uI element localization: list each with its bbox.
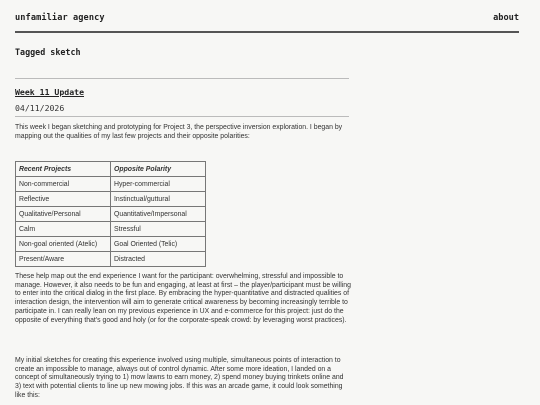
- column-header: Opposite Polarity: [111, 162, 206, 177]
- about-link[interactable]: about: [493, 13, 519, 23]
- table-cell: Qualitative/Personal: [16, 207, 111, 222]
- table-cell: Present/Aware: [16, 252, 111, 267]
- table-row: [16, 252, 206, 267]
- header-divider: [15, 31, 519, 33]
- divider: [15, 116, 349, 117]
- post-title-link[interactable]: Week 11 Update: [15, 87, 85, 97]
- post-paragraph: My initial sketches for creating this experience involved using multiple, simultaneous points of interaction to create an impossible to manage, always out of control dynamic. After some more ideation, I landed on a concept of simultaneously trying to 1) mow lawns to earn money, 2) spend money buying trinkets online and 3) text with potential clients to line up new mowing jobs. If this was an arcade game, it could look something like this:: [15, 357, 344, 399]
- table-cell: Goal Oriented (Telic): [111, 237, 206, 252]
- post-date: 04/11/2026: [15, 103, 65, 113]
- table-row: [16, 207, 206, 222]
- table-cell: Instinctual/guttural: [111, 192, 206, 207]
- table-row: [16, 192, 206, 207]
- post-intro: This week I began sketching and prototyping for Project 3, the perspective inversion exploration. I began by mapping out the qualities of my last few projects and their opposite polarities:: [15, 124, 343, 140]
- table-row: [16, 177, 206, 192]
- polarity-table: [15, 161, 206, 267]
- table-cell: Reflective: [16, 192, 111, 207]
- table-cell: Non-commercial: [16, 177, 111, 192]
- table-cell: Stressful: [111, 222, 206, 237]
- table-header-row: [16, 162, 206, 177]
- divider: [15, 78, 349, 79]
- table-row: [16, 222, 206, 237]
- column-header: Recent Projects: [16, 162, 111, 177]
- post-paragraph: These help map out the end experience I want for the participant: overwhelming, stressful and impossible to manage. However, it also needs to be fun and engaging, at least at first – the player/participant must be willing to enter into the critical dialog in the first place. By embracing the hyper-quantitative and distracted qualities of interaction design, the intervention will aim to generate critical awareness by becoming increasingly terrible to participate in. I can really lean on my previous experience in UX and e-commerce for this project: just do the opposite of everything that's good and holy (or for the corporate-speak crowd: by leveraging worst practices).: [15, 273, 351, 324]
- brand-link[interactable]: unfamiliar agency: [15, 13, 105, 23]
- table-cell: Hyper-commercial: [111, 177, 206, 192]
- table-cell: Distracted: [111, 252, 206, 267]
- table-cell: Non-goal oriented (Atelic): [16, 237, 111, 252]
- table-cell: Quantitative/Impersonal: [111, 207, 206, 222]
- table-cell: Calm: [16, 222, 111, 237]
- site-header: [15, 13, 519, 27]
- table-row: [16, 237, 206, 252]
- page-title: Tagged sketch: [15, 47, 81, 57]
